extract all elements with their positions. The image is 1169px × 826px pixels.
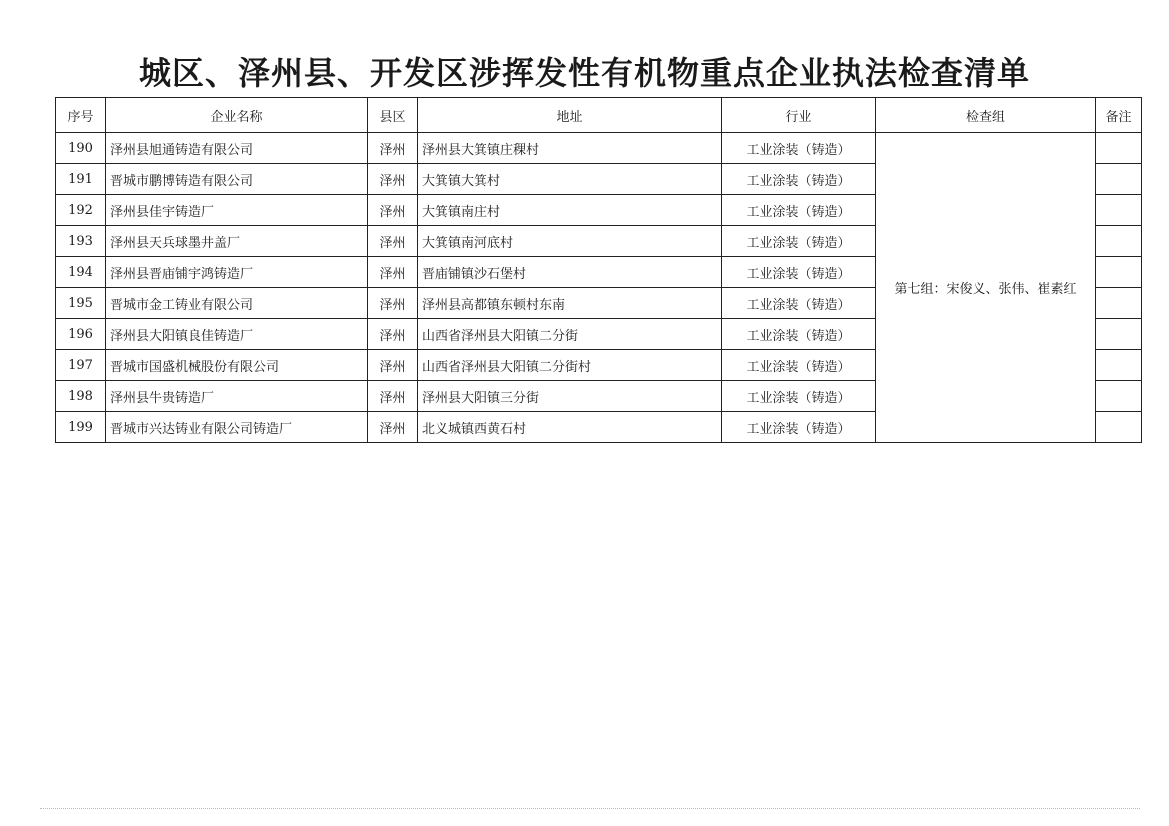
cell-county: 泽州: [368, 195, 418, 226]
cell-county: 泽州: [368, 257, 418, 288]
cell-inspection-group: 第七组：宋俊义、张伟、崔素红: [876, 133, 1096, 443]
cell-seq: 190: [56, 133, 106, 164]
cell-seq: 199: [56, 412, 106, 443]
cell-industry: 工业涂装（铸造）: [722, 288, 876, 319]
cell-company-name: 泽州县佳宇铸造厂: [106, 195, 368, 226]
cell-county: 泽州: [368, 381, 418, 412]
cell-remark: [1096, 350, 1142, 381]
cell-company-name: 泽州县牛贵铸造厂: [106, 381, 368, 412]
cell-company-name: 泽州县大阳镇良佳铸造厂: [106, 319, 368, 350]
cell-industry: 工业涂装（铸造）: [722, 226, 876, 257]
cell-company-name: 泽州县旭通铸造有限公司: [106, 133, 368, 164]
cell-address: 泽州县大阳镇三分街: [418, 381, 722, 412]
cell-industry: 工业涂装（铸造）: [722, 319, 876, 350]
header-industry: 行业: [722, 98, 876, 133]
cell-remark: [1096, 226, 1142, 257]
cell-remark: [1096, 257, 1142, 288]
header-remark: 备注: [1096, 98, 1142, 133]
cell-seq: 192: [56, 195, 106, 226]
cell-seq: 191: [56, 164, 106, 195]
cell-industry: 工业涂装（铸造）: [722, 257, 876, 288]
cell-company-name: 泽州县天兵球墨井盖厂: [106, 226, 368, 257]
cell-address: 大箕镇南河底村: [418, 226, 722, 257]
cell-county: 泽州: [368, 288, 418, 319]
scan-edge-line: [40, 808, 1140, 809]
cell-industry: 工业涂装（铸造）: [722, 412, 876, 443]
cell-remark: [1096, 195, 1142, 226]
cell-company-name: 晋城市兴达铸业有限公司铸造厂: [106, 412, 368, 443]
cell-address: 山西省泽州县大阳镇二分街村: [418, 350, 722, 381]
table-header-row: [56, 98, 1142, 133]
cell-county: 泽州: [368, 350, 418, 381]
cell-industry: 工业涂装（铸造）: [722, 133, 876, 164]
cell-seq: 195: [56, 288, 106, 319]
cell-address: 泽州县高都镇东顿村东南: [418, 288, 722, 319]
cell-county: 泽州: [368, 412, 418, 443]
cell-county: 泽州: [368, 133, 418, 164]
cell-remark: [1096, 412, 1142, 443]
cell-address: 晋庙铺镇沙石堡村: [418, 257, 722, 288]
cell-county: 泽州: [368, 319, 418, 350]
cell-seq: 194: [56, 257, 106, 288]
cell-address: 山西省泽州县大阳镇二分街: [418, 319, 722, 350]
cell-industry: 工业涂装（铸造）: [722, 350, 876, 381]
cell-industry: 工业涂装（铸造）: [722, 195, 876, 226]
cell-company-name: 晋城市鹏博铸造有限公司: [106, 164, 368, 195]
cell-company-name: 晋城市国盛机械股份有限公司: [106, 350, 368, 381]
cell-remark: [1096, 288, 1142, 319]
cell-county: 泽州: [368, 164, 418, 195]
table-row: [56, 133, 1142, 164]
cell-seq: 198: [56, 381, 106, 412]
header-group: 检查组: [876, 98, 1096, 133]
header-county: 县区: [368, 98, 418, 133]
cell-remark: [1096, 381, 1142, 412]
cell-industry: 工业涂装（铸造）: [722, 381, 876, 412]
cell-seq: 196: [56, 319, 106, 350]
cell-address: 北义城镇西黄石村: [418, 412, 722, 443]
cell-county: 泽州: [368, 226, 418, 257]
header-name: 企业名称: [106, 98, 368, 133]
header-address: 地址: [418, 98, 722, 133]
cell-company-name: 晋城市金工铸业有限公司: [106, 288, 368, 319]
cell-seq: 193: [56, 226, 106, 257]
cell-remark: [1096, 133, 1142, 164]
cell-company-name: 泽州县晋庙铺宇鸿铸造厂: [106, 257, 368, 288]
cell-seq: 197: [56, 350, 106, 381]
cell-remark: [1096, 319, 1142, 350]
cell-industry: 工业涂装（铸造）: [722, 164, 876, 195]
inspection-table: [55, 97, 1142, 443]
cell-remark: [1096, 164, 1142, 195]
cell-address: 泽州县大箕镇庄稞村: [418, 133, 722, 164]
cell-address: 大箕镇大箕村: [418, 164, 722, 195]
page-title: 城区、泽州县、开发区涉挥发性有机物重点企业执法检查清单: [138, 54, 1030, 92]
header-seq: 序号: [56, 98, 106, 133]
cell-address: 大箕镇南庄村: [418, 195, 722, 226]
